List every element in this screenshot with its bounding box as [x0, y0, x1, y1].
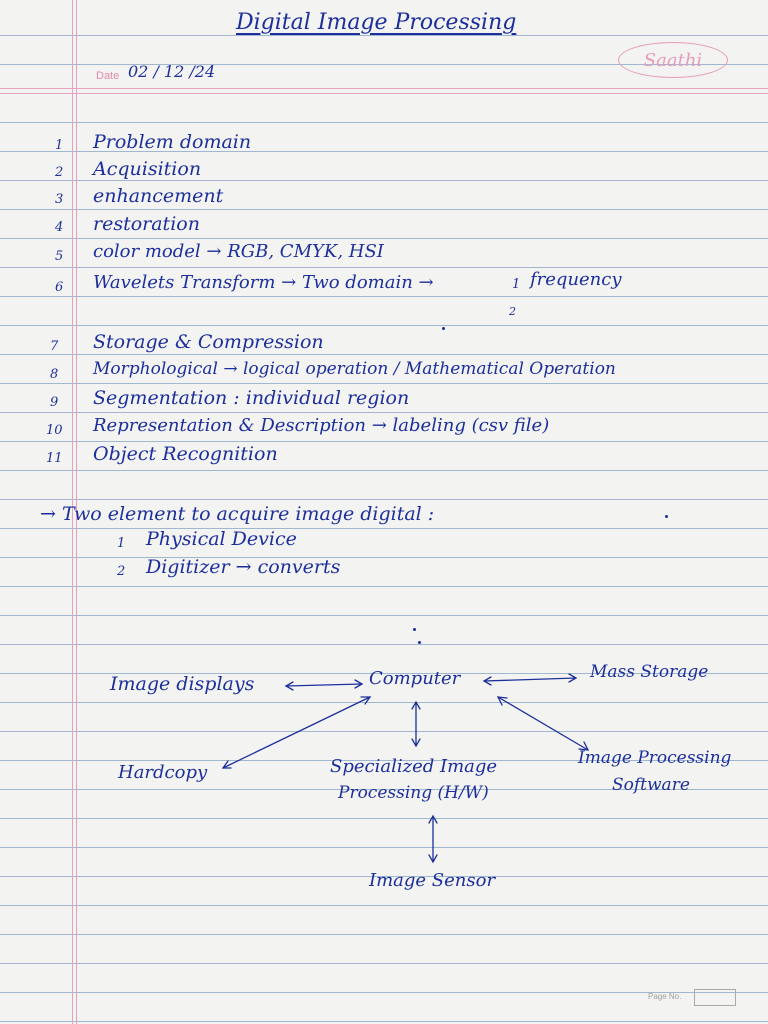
list-item: Acquisition [93, 158, 202, 180]
page-title: Digital Image Processing [236, 10, 517, 35]
node-software: Image Processing [578, 748, 732, 768]
list-number: 2 [55, 165, 64, 180]
brand-text: Saathi [643, 49, 703, 71]
list-item: restoration [93, 213, 200, 235]
list-number: 1 [117, 536, 126, 551]
list-item: Object Recognition [93, 443, 278, 465]
elements-heading: → Two element to acquire image digital : [40, 503, 435, 525]
node-mass-storage: Mass Storage [590, 662, 709, 682]
list-item: Segmentation : individual region [93, 387, 410, 409]
list-item: Digitizer → converts [146, 556, 341, 578]
list-number: 2 [509, 305, 516, 318]
list-item: Physical Device [146, 528, 297, 550]
list-number: 1 [55, 138, 64, 153]
list-item: enhancement [93, 185, 224, 207]
list-item: color model → RGB, CMYK, HSI [93, 241, 384, 262]
list-number: 6 [55, 280, 64, 295]
node-image-sensor: Image Sensor [369, 870, 496, 891]
list-item: Problem domain [93, 131, 252, 153]
list-item: Storage & Compression [93, 331, 324, 353]
list-item: Wavelets Transform → Two domain → [93, 272, 434, 293]
node-hardcopy: Hardcopy [118, 762, 208, 783]
list-number: 1 [512, 277, 521, 292]
wavelet-frequency: frequency [530, 269, 622, 290]
date-value: 02 / 12 /24 [128, 62, 216, 81]
list-number: 3 [55, 192, 64, 207]
page-number-label: Page No. [648, 992, 682, 1001]
date-label: Date [96, 70, 120, 82]
list-number: 9 [50, 395, 59, 410]
list-item: Morphological → logical operation / Mathematical Operation [93, 359, 616, 379]
list-number: 4 [55, 220, 64, 235]
list-number: 5 [55, 249, 64, 264]
list-item: Representation & Description → labeling (csv file) [93, 415, 550, 436]
node-specialized: Processing (H/W) [338, 783, 489, 803]
node-specialized: Specialized Image [330, 756, 498, 777]
list-number: 10 [46, 423, 63, 438]
node-software: Software [612, 775, 690, 795]
node-computer: Computer [369, 668, 461, 689]
node-image-displays: Image displays [110, 673, 255, 695]
list-number: 11 [46, 451, 63, 466]
list-number: 7 [50, 339, 59, 354]
list-number: 8 [50, 367, 59, 382]
list-number: 2 [117, 564, 126, 579]
page-number-box [694, 989, 736, 1006]
